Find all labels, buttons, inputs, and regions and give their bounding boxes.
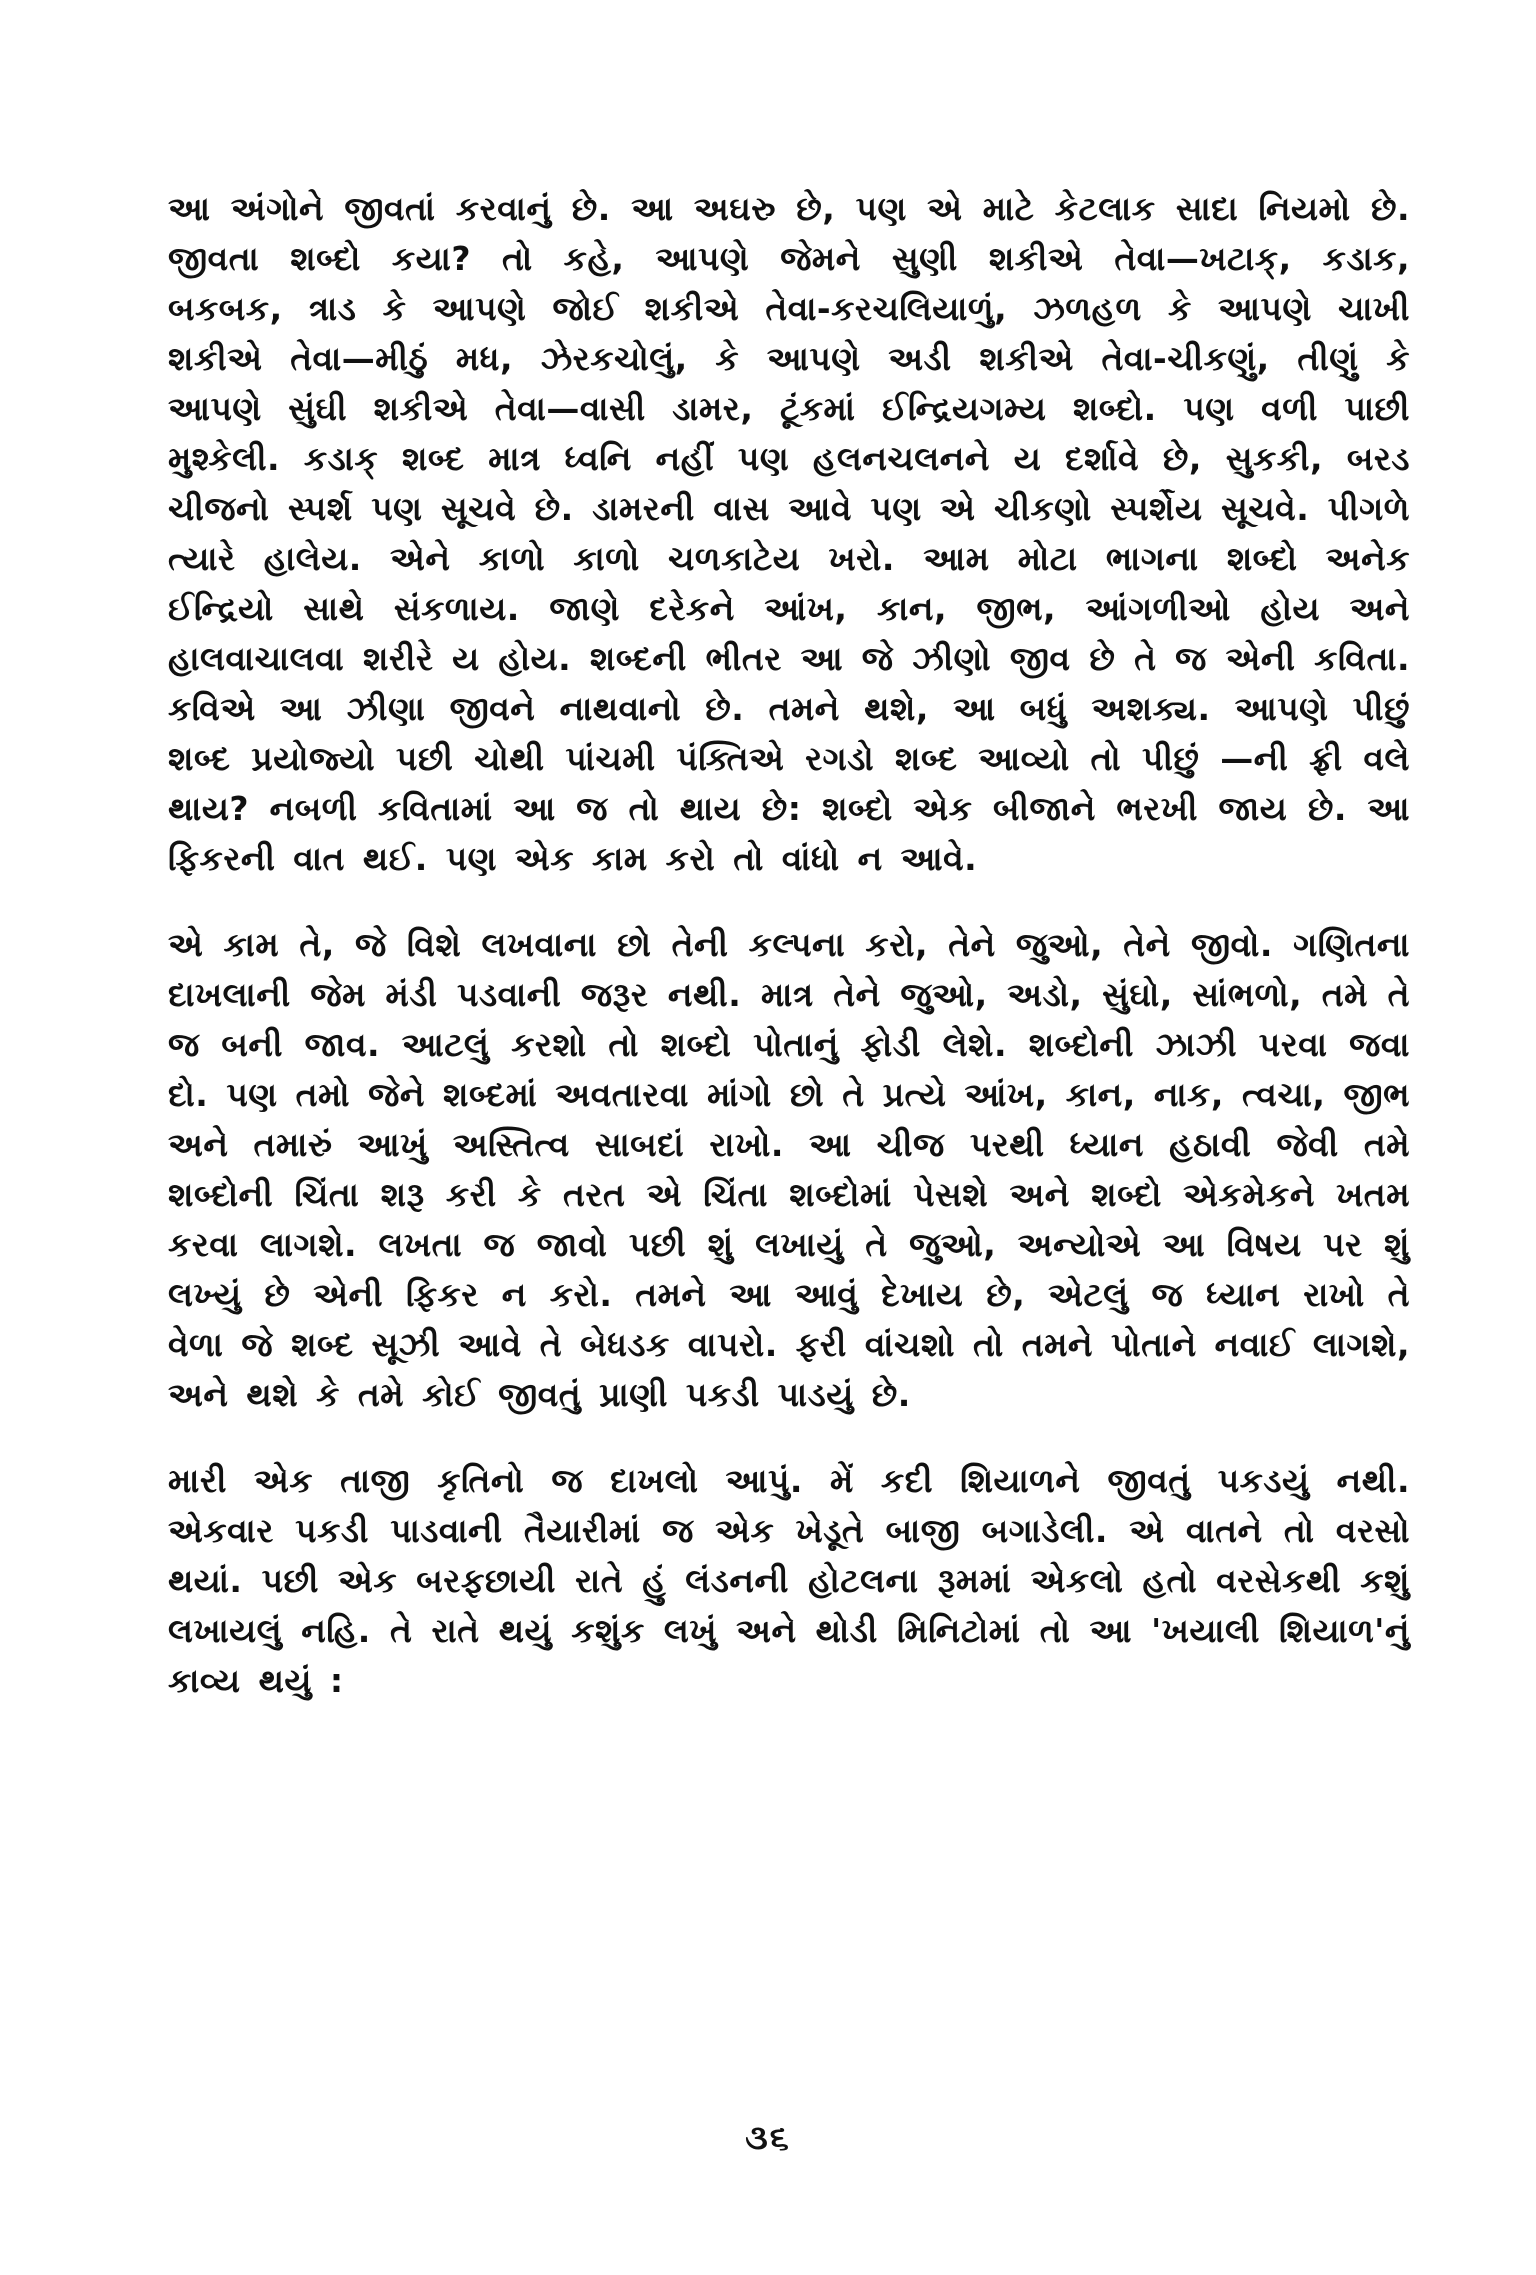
page-number: ૩૬ <box>745 2118 791 2158</box>
paragraph-1: આ અંગોને જીવતાં કરવાનું છે. આ અઘરુ છે, પણ એ માટે કેટલાક સાદા નિયમો છે. જીવતા શબ્દો કયા? તો કહે, આપણે જેમને સુણી શકીએ તેવા—ખટાક્, કડાક, બકબક, ત્રાડ કે આપણે જોઈ શકીએ તેવા-કરચલિયાળું, ઝળહળ કે આપણે ચાખી શકીએ તેવા—મીઠું મધ, ઝેરકચોલું, કે આપણે અડી શકીએ તેવા-ચીકણું, તીણું કે આપણે સુંઘી શકીએ તેવા—વાસી ડામર, ટૂંકમાં ઈન્દ્રિયગમ્ય શબ્દો. પણ વળી પાછી મુશ્કેલી. કડાક્ શબ્દ માત્ર ધ્વનિ નહીં પણ હલનચલનને ય દર્શાવે છે, સુકકી, બરડ ચીજનો સ્પર્શ પણ સૂચવે છે. ડામરની વાસ આવે પણ એ ચીકણો સ્પર્શેય સૂચવે. પીગળે ત્યારે હાલેય. એને કાળો કાળો ચળકાટેય ખરો. આમ મોટા ભાગના શબ્દો અનેક ઈન્દ્રિયો સાથે સંકળાય. જાણે દરેકને આંખ, કાન, જીભ, આંગળીઓ હોય અને હાલવાચાલવા શરીરે ય હોય. શબ્દની ભીતર આ જે ઝીણો જીવ છે તે જ એની કવિતા. કવિએ આ ઝીણા જીવને નાથવાનો છે. તમને થશે, આ બધું અશક્ય. આપણે પીછું શબ્દ પ્રયોજ્યો પછી ચોથી પાંચમી પંક્તિએ રગડો શબ્દ આવ્યો તો પીછું —ની ફ્રી વલે થાય? નબળી કવિતામાં આ જ તો થાય છે: શબ્દો એક બીજાને ભરખી જાય છે. આ ફિકરની વાત થઈ. પણ એક કામ કરો તો વાંધો ન આવે. <box>168 189 1411 878</box>
paragraph-2: એ કામ તે, જે વિશે લખવાના છો તેની કલ્પના કરો, તેને જુઓ, તેને જીવો. ગણિતના દાખલાની જેમ મંડી પડવાની જરૂર નથી. માત્ર તેને જુઓ, અડો, સુંઘો, સાંભળો, તમે તે જ બની જાવ. આટલું કરશો તો શબ્દો પોતાનું ફોડી લેશે. શબ્દોની ઝાઝી પરવા જવા દો. પણ તમો જેને શબ્દમાં અવતારવા માંગો છો તે પ્રત્યે આંખ, કાન, નાક, ત્વચા, જીભ અને તમારું આખું અસ્તિત્વ સાબદાં રાખો. આ ચીજ પરથી ધ્યાન હઠાવી જેવી તમે શબ્દોની ચિંતા શરૂ કરી કે તરત એ ચિંતા શબ્દોમાં પેસશે અને શબ્દો એકમેકને ખતમ કરવા લાગશે. લખતા જ જાવો પછી શું લખાયું તે જુઓ, અન્યોએ આ વિષય પર શું લખ્યું છે એની ફિકર ન કરો. તમને આ આવું દેખાય છે, એટલું જ ધ્યાન રાખો તે વેળા જે શબ્દ સૂઝી આવે તે બેધડક વાપરો. ફરી વાંચશો તો તમને પોતાને નવાઈ લાગશે, અને થશે કે તમે કોઈ જીવતું પ્રાણી પકડી પાડયું છે. <box>168 925 1410 1414</box>
paragraph-3: મારી એક તાજી કૃતિનો જ દાખલો આપું. મેં કદી શિયાળને જીવતું પકડયું નથી. એકવાર પકડી પાડવાની તૈયારીમાં જ એક ખેડૂતે બાજી બગાડેલી. એ વાતને તો વરસો થયાં. પછી એક બરફછાયી રાતે હું લંડનની હોટલના રૂમમાં એકલો હતો વરસેકથી કશું લખાયલું નહિ. તે રાતે થયું કશુંક લખું અને થોડી મિનિટોમાં તો આ 'ખયાલી શિયાળ'નું કાવ્ય થયું : <box>168 1461 1410 1700</box>
page-body <box>168 184 1410 1706</box>
